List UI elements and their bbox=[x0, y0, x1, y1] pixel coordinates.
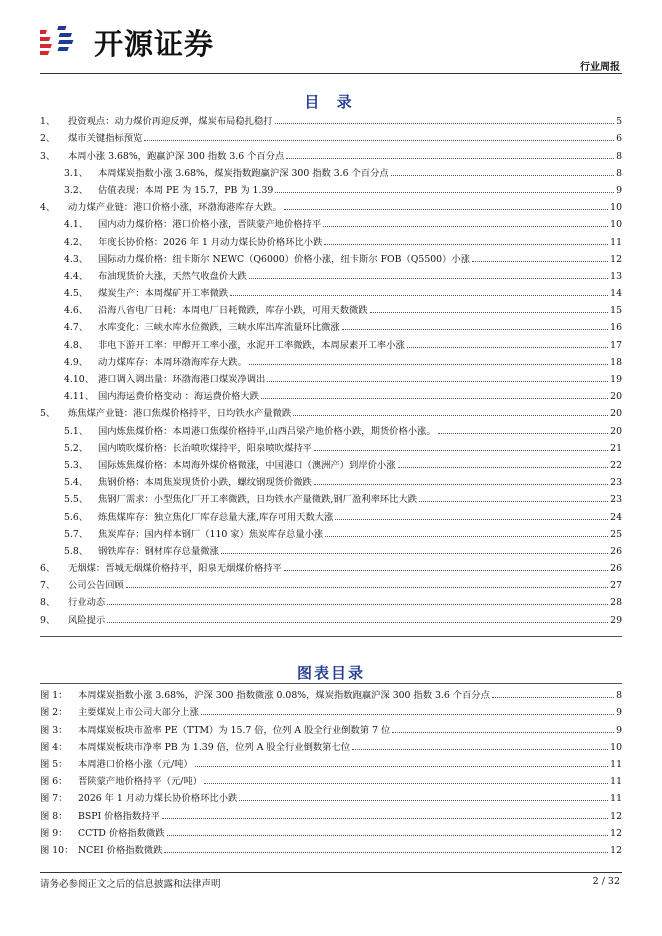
toc-entry[interactable] bbox=[40, 471, 622, 488]
toc-entry-number: 4.8、 bbox=[64, 339, 89, 351]
figure-leader-dots bbox=[164, 852, 608, 853]
figure-leader-dots bbox=[167, 835, 609, 836]
figure-entry-page: 12 bbox=[610, 827, 622, 839]
figure-entry-number: 图 8： bbox=[40, 810, 68, 822]
toc-entry-page: 8 bbox=[616, 150, 622, 162]
toc-entry-page: 27 bbox=[610, 580, 622, 592]
toc-leader-dots bbox=[144, 140, 614, 141]
toc-leader-dots bbox=[275, 123, 615, 124]
toc-entry-text: 年度长协价格：2026 年 1 月动力煤长协价格环比小跌 bbox=[98, 236, 323, 248]
figure-leader-dots bbox=[352, 749, 608, 750]
toc-leader-dots bbox=[438, 433, 609, 434]
toc-entry[interactable] bbox=[40, 454, 622, 471]
figure-entry-page: 9 bbox=[616, 724, 622, 736]
figure-entry-page: 12 bbox=[610, 844, 622, 856]
figure-entry[interactable] bbox=[40, 718, 622, 735]
toc-entry-text: 焦炭库存：国内样本钢厂（110 家）焦炭库存总量小涨 bbox=[98, 528, 324, 540]
toc-entry-text: 钢铁库存：钢材库存总量微涨 bbox=[98, 545, 219, 557]
toc-entry-number: 4、 bbox=[40, 202, 56, 214]
toc-entry-text: 炼焦煤库存：独立焦化厂库存总量大涨,库存可用天数大涨 bbox=[98, 511, 334, 523]
toc-entry-page: 21 bbox=[610, 442, 622, 454]
toc-entry[interactable] bbox=[40, 488, 622, 505]
toc-entry-text: 估值表现：本周 PE 为 15.7，PB 为 1.39 bbox=[98, 184, 274, 196]
toc-entry[interactable] bbox=[40, 179, 622, 196]
toc-leader-dots bbox=[314, 484, 608, 485]
toc-entry-number: 3.2、 bbox=[64, 184, 89, 196]
toc-entry[interactable] bbox=[40, 333, 622, 350]
toc-bottom-rule bbox=[40, 636, 622, 637]
figure-entry[interactable] bbox=[40, 804, 622, 821]
figure-list-title: 图表目录 bbox=[296, 664, 365, 682]
toc-entry-number: 5.2、 bbox=[64, 442, 89, 454]
figure-entry[interactable] bbox=[40, 736, 622, 753]
figure-leader-dots bbox=[492, 697, 614, 698]
toc-entry-page: 11 bbox=[610, 236, 622, 248]
toc-entry-text: 国际动力煤价格：纽卡斯尔 NEWC（Q6000）价格小涨，纽卡斯尔 FOB（Q5500）小涨 bbox=[98, 253, 470, 265]
toc-entry[interactable] bbox=[40, 608, 622, 625]
figure-entry-number: 图 6： bbox=[40, 776, 68, 788]
toc-entry[interactable] bbox=[40, 196, 622, 213]
toc-leader-dots bbox=[472, 261, 608, 262]
toc-entry-page: 25 bbox=[610, 528, 622, 540]
toc-entry[interactable] bbox=[40, 299, 622, 316]
toc-entry[interactable] bbox=[40, 557, 622, 574]
toc-leader-dots bbox=[325, 536, 608, 537]
figure-entry-page: 12 bbox=[610, 810, 622, 822]
figure-entry-number: 图 9： bbox=[40, 827, 68, 839]
figure-entry-page: 9 bbox=[616, 707, 622, 719]
toc-entry-page: 23 bbox=[610, 494, 622, 506]
toc-entry-number: 5.4、 bbox=[64, 477, 89, 489]
toc-leader-dots bbox=[126, 587, 608, 588]
toc-entry-text: 动力煤产业链：港口价格小涨，环渤海港库存大跌。 bbox=[68, 202, 282, 214]
toc-leader-dots bbox=[107, 622, 608, 623]
toc-entry[interactable] bbox=[40, 540, 622, 557]
toc-entry-page: 17 bbox=[610, 339, 622, 351]
toc-leader-dots bbox=[286, 158, 614, 159]
toc-leader-dots bbox=[249, 278, 608, 279]
toc-entry[interactable] bbox=[40, 162, 622, 179]
toc-entry-number: 4.1、 bbox=[64, 219, 89, 231]
toc-entry[interactable] bbox=[40, 591, 622, 608]
toc-entry-page: 6 bbox=[616, 133, 622, 145]
toc-entry[interactable] bbox=[40, 505, 622, 522]
figure-entry-page: 11 bbox=[610, 776, 622, 788]
toc-entry[interactable] bbox=[40, 351, 622, 368]
toc-entry-number: 4.2、 bbox=[64, 236, 89, 248]
toc-entry-text: 风险提示 bbox=[68, 614, 106, 626]
toc-entry-number: 5.7、 bbox=[64, 528, 89, 540]
toc-leader-dots bbox=[275, 192, 614, 193]
toc-entry[interactable] bbox=[40, 316, 622, 333]
toc-leader-dots bbox=[221, 553, 608, 554]
toc-leader-dots bbox=[342, 329, 608, 330]
toc-entry-text: 国内喷吹煤价格：长治喷吹煤持平，阳泉喷吹煤持平 bbox=[98, 442, 312, 454]
figure-entry-text: 本周煤炭板块市盈率 PE（TTM）为 15.7 倍，位列 A 股全行业倒数第 7 位 bbox=[78, 724, 391, 736]
toc-entry-text: 动力煤库存：本周环渤海库存大跌。 bbox=[98, 356, 247, 368]
toc-leader-dots bbox=[293, 415, 608, 416]
figure-entry-text: BSPI 价格指数持平 bbox=[78, 810, 160, 822]
toc-entry-text: 行业动态 bbox=[68, 597, 106, 609]
footer-divider bbox=[40, 872, 622, 873]
toc-leader-dots bbox=[314, 450, 608, 451]
toc-entry-page: 14 bbox=[610, 288, 622, 300]
figure-list bbox=[40, 684, 622, 856]
toc-entry[interactable] bbox=[40, 282, 622, 299]
figure-entry-page: 8 bbox=[616, 690, 622, 702]
footer-disclaimer: 请务必参阅正文之后的信息披露和法律声明 bbox=[40, 879, 221, 890]
logo-mark-icon bbox=[40, 22, 88, 62]
figure-entry-number: 图 7： bbox=[40, 793, 68, 805]
toc-entry-text: 焦钢厂需求：小型焦化厂开工率微跌，日均铁水产量微跌,钢厂盈利率环比大跌 bbox=[98, 494, 418, 506]
toc-entry[interactable] bbox=[40, 402, 622, 419]
toc-leader-dots bbox=[324, 244, 608, 245]
figure-entry[interactable] bbox=[40, 770, 622, 787]
table-of-contents bbox=[40, 110, 622, 626]
toc-entry-text: 无烟煤：晋城无烟煤价格持平，阳泉无烟煤价格持平 bbox=[68, 563, 282, 575]
toc-leader-dots bbox=[107, 604, 608, 605]
toc-entry[interactable] bbox=[40, 144, 622, 161]
figure-entry-text: 本周港口价格小涨（元/吨） bbox=[78, 758, 193, 770]
toc-leader-dots bbox=[261, 398, 608, 399]
figure-entry-number: 图 5： bbox=[40, 758, 68, 770]
figure-leader-dots bbox=[392, 732, 614, 733]
toc-entry-page: 15 bbox=[610, 305, 622, 317]
figure-entry[interactable] bbox=[40, 684, 622, 701]
toc-entry-number: 4.3、 bbox=[64, 253, 89, 265]
figure-entry-page: 11 bbox=[610, 758, 622, 770]
toc-entry-number: 3、 bbox=[40, 150, 56, 162]
toc-entry-number: 4.5、 bbox=[64, 288, 89, 300]
toc-leader-dots bbox=[370, 312, 609, 313]
company-logo bbox=[40, 22, 214, 62]
toc-entry-page: 26 bbox=[610, 545, 622, 557]
page-number: 2 / 32 bbox=[592, 876, 620, 887]
toc-entry-page: 23 bbox=[610, 477, 622, 489]
toc-entry-text: 港口调入调出量：环渤海港口煤炭净调出 bbox=[98, 374, 266, 385]
toc-entry-page: 10 bbox=[610, 219, 622, 231]
toc-entry-page: 10 bbox=[610, 202, 622, 214]
toc-entry-page: 19 bbox=[610, 374, 622, 385]
toc-entry-text: 本周小涨 3.68%，跑赢沪深 300 指数 3.6 个百分点 bbox=[68, 150, 285, 162]
toc-leader-dots bbox=[391, 175, 614, 176]
report-type-tag: 行业周报 bbox=[580, 62, 620, 73]
figure-entry-text: 晋陕蒙产地价格持平（元/吨） bbox=[78, 776, 202, 788]
toc-entry-number: 6、 bbox=[40, 563, 56, 575]
toc-entry-page: 28 bbox=[610, 597, 622, 609]
figure-entry-text: CCTD 价格指数微跌 bbox=[78, 827, 165, 839]
toc-entry-text: 国内动力煤价格：港口价格小涨，晋陕蒙产地价格持平 bbox=[98, 219, 322, 231]
header-divider bbox=[40, 73, 622, 74]
figure-entry[interactable] bbox=[40, 822, 622, 839]
logo-text: 开源证券 bbox=[94, 26, 215, 61]
toc-entry-number: 5.1、 bbox=[64, 425, 89, 437]
toc-entry-page: 5 bbox=[616, 116, 622, 128]
toc-entry-page: 29 bbox=[610, 614, 622, 626]
toc-entry-number: 5.3、 bbox=[64, 459, 89, 471]
toc-entry-text: 水库变化：三峡水库水位微跌，三峡水库出库流量环比微涨 bbox=[98, 322, 340, 334]
toc-entry-number: 4.7、 bbox=[64, 322, 89, 334]
toc-entry[interactable] bbox=[40, 110, 622, 127]
toc-entry[interactable] bbox=[40, 419, 622, 436]
figure-entry-text: 2026 年 1 月动力煤长协价格环比小跌 bbox=[78, 793, 238, 805]
toc-entry-text: 非电下游开工率：甲醇开工率小涨，水泥开工率微跌，本周尿素开工率小涨 bbox=[98, 339, 405, 351]
toc-entry-number: 5.8、 bbox=[64, 545, 89, 557]
figure-entry-page: 11 bbox=[610, 793, 622, 805]
toc-entry-text: 投资观点：动力煤价再迎反弹，煤炭布局稳扎稳打 bbox=[68, 116, 273, 128]
toc-entry-page: 20 bbox=[610, 408, 622, 420]
figure-leader-dots bbox=[204, 783, 608, 784]
toc-leader-dots bbox=[335, 519, 608, 520]
toc-entry-number: 7、 bbox=[40, 580, 56, 592]
toc-leader-dots bbox=[230, 295, 608, 296]
figure-leader-dots bbox=[239, 800, 608, 801]
toc-entry-text: 本周煤炭指数小涨 3.68%，煤炭指数跑赢沪深 300 指数 3.6 个百分点 bbox=[98, 167, 389, 179]
toc-entry-page: 22 bbox=[610, 459, 622, 471]
toc-leader-dots bbox=[284, 570, 608, 571]
figure-entry[interactable] bbox=[40, 753, 622, 770]
toc-entry[interactable] bbox=[40, 574, 622, 591]
figure-entry-text: NCEI 价格指数微跌 bbox=[78, 844, 163, 856]
toc-entry-page: 24 bbox=[610, 511, 622, 523]
figure-entry-text: 本周煤炭指数小涨 3.68%，沪深 300 指数微涨 0.08%，煤炭指数跑赢沪深 300 指数 3.6 个百分点 bbox=[78, 690, 490, 702]
toc-entry[interactable] bbox=[40, 368, 622, 385]
toc-entry-number: 9、 bbox=[40, 614, 56, 626]
toc-leader-dots bbox=[407, 347, 608, 348]
toc-leader-dots bbox=[323, 226, 608, 227]
figure-entry-page: 10 bbox=[610, 741, 622, 753]
toc-entry-page: 9 bbox=[616, 184, 622, 196]
toc-entry-page: 13 bbox=[610, 270, 622, 282]
toc-leader-dots bbox=[284, 209, 608, 210]
toc-entry-page: 8 bbox=[616, 167, 622, 179]
toc-leader-dots bbox=[398, 467, 609, 468]
toc-entry-text: 煤市关键指标预览 bbox=[68, 133, 143, 145]
toc-entry[interactable] bbox=[40, 213, 622, 230]
toc-entry-number: 2、 bbox=[40, 133, 56, 145]
toc-title: 目 录 bbox=[304, 93, 358, 111]
figure-entry[interactable] bbox=[40, 787, 622, 804]
toc-entry-number: 8、 bbox=[40, 597, 56, 609]
figure-entry-text: 本周煤炭板块市净率 PB 为 1.39 倍，位列 A 股全行业倒数第七位 bbox=[78, 741, 351, 753]
toc-leader-dots bbox=[249, 364, 608, 365]
toc-entry[interactable] bbox=[40, 248, 622, 265]
toc-entry[interactable] bbox=[40, 523, 622, 540]
toc-entry-number: 5.5、 bbox=[64, 494, 89, 506]
figure-entry-number: 图 3： bbox=[40, 724, 68, 736]
toc-entry-number: 1、 bbox=[40, 116, 56, 128]
toc-entry[interactable] bbox=[40, 230, 622, 247]
figure-entry-number: 图 10： bbox=[40, 844, 74, 856]
toc-entry-text: 国际炼焦煤价格：本周海外煤价格微涨，中国港口（澳洲产）到岸价小涨 bbox=[98, 459, 396, 471]
toc-entry-text: 布油现货价大涨，天然气收盘价大跌 bbox=[98, 270, 247, 282]
toc-entry-page: 20 bbox=[610, 425, 622, 437]
toc-entry-number: 4.10、 bbox=[64, 374, 94, 385]
toc-entry-page: 12 bbox=[610, 253, 622, 265]
toc-entry-text: 煤炭生产：本周煤矿开工率微跌 bbox=[98, 288, 229, 300]
figure-leader-dots bbox=[201, 714, 614, 715]
toc-entry[interactable] bbox=[40, 265, 622, 282]
figure-entry-number: 图 4： bbox=[40, 741, 68, 753]
toc-entry-page: 20 bbox=[610, 391, 622, 403]
toc-entry-page: 16 bbox=[610, 322, 622, 334]
figure-entry-number: 图 1： bbox=[40, 690, 68, 702]
toc-leader-dots bbox=[267, 381, 608, 382]
figure-entry[interactable] bbox=[40, 701, 622, 718]
toc-entry-number: 4.9、 bbox=[64, 356, 89, 368]
figure-entry[interactable] bbox=[40, 839, 622, 856]
figure-leader-dots bbox=[195, 766, 608, 767]
toc-entry-text: 国内炼焦煤价格：本周港口焦煤价格持平,山西吕梁产地价格小跌，期货价格小涨。 bbox=[98, 425, 436, 437]
toc-entry-text: 炼焦煤产业链：港口焦煤价格持平，日均铁水产量微跌 bbox=[68, 408, 292, 420]
toc-entry-text: 国内海运费价格变动 ：海运费价格大跌 bbox=[98, 391, 260, 403]
toc-entry-number: 5、 bbox=[40, 408, 56, 420]
toc-entry-number: 4.6、 bbox=[64, 305, 89, 317]
toc-entry-text: 公司公告回顾 bbox=[68, 580, 124, 592]
toc-entry-number: 5.6、 bbox=[64, 511, 89, 523]
toc-entry[interactable] bbox=[40, 127, 622, 144]
toc-entry[interactable] bbox=[40, 385, 622, 402]
toc-entry-page: 18 bbox=[610, 356, 622, 368]
toc-leader-dots bbox=[419, 501, 608, 502]
figure-entry-number: 图 2： bbox=[40, 707, 68, 719]
toc-entry-page: 26 bbox=[610, 563, 622, 575]
toc-entry[interactable] bbox=[40, 437, 622, 454]
toc-entry-text: 焦钢价格：本周焦炭现货价小跌，螺纹钢现货价微跌 bbox=[98, 477, 312, 489]
figure-entry-text: 主要煤炭上市公司大部分上涨 bbox=[78, 707, 199, 719]
figure-leader-dots bbox=[162, 818, 608, 819]
toc-entry-number: 4.11、 bbox=[64, 391, 94, 403]
toc-entry-number: 4.4、 bbox=[64, 270, 89, 282]
toc-entry-text: 沿海八省电厂日耗：本周电厂日耗微跌，库存小跌，可用天数微跌 bbox=[98, 305, 368, 317]
toc-entry-number: 3.1、 bbox=[64, 167, 89, 179]
